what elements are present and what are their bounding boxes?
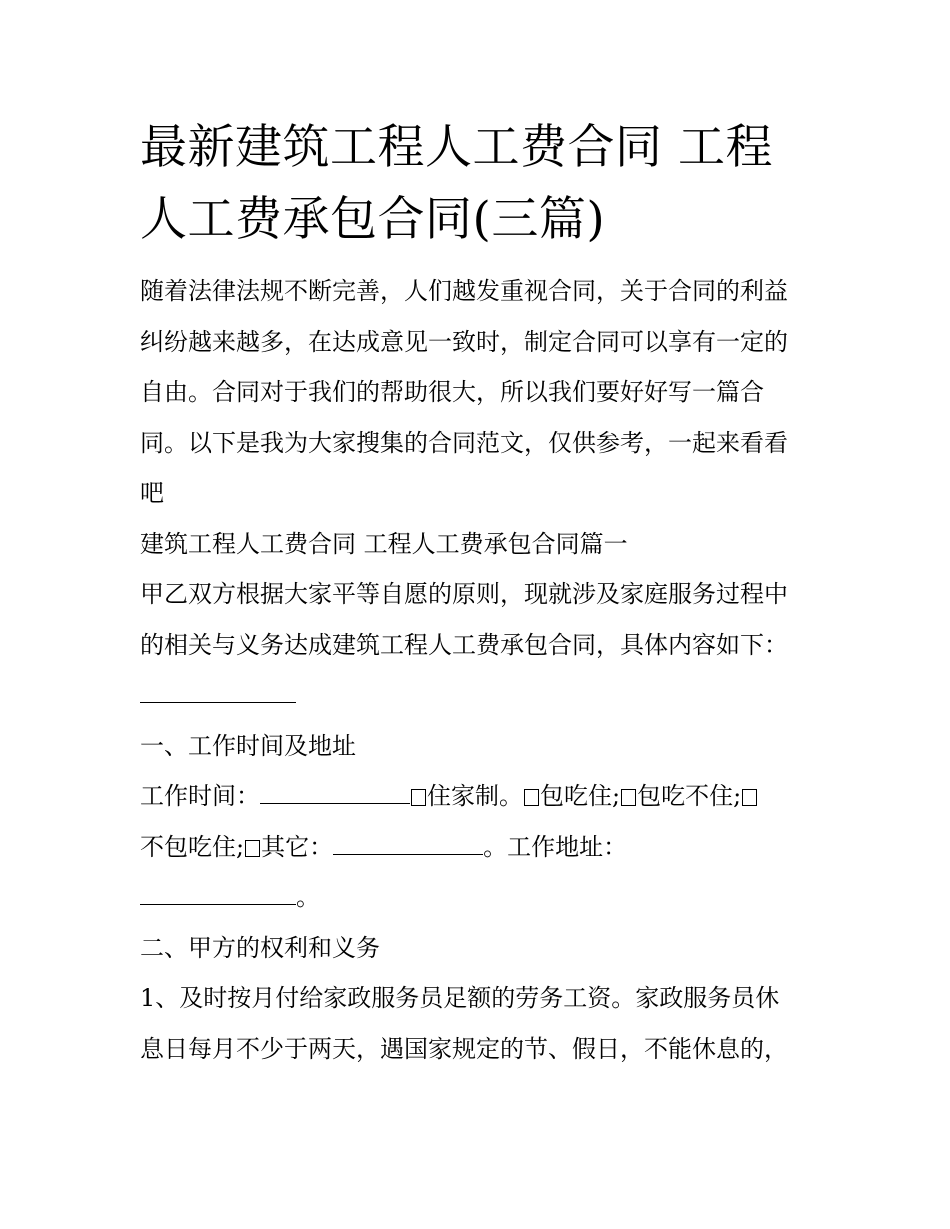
document-title [140,112,815,256]
document-page [140,112,815,1074]
clause-1-heading: 一、工作时间及地址 [140,731,356,760]
option-live-in: 住家制。 [427,782,523,810]
checkbox-icon[interactable] [524,789,539,806]
work-time-blank[interactable] [260,802,410,804]
intro-line: 随着法律法规不断完善，人们越发重视合同，关于合同的利益 [140,277,788,305]
option-other: 其它： [261,832,334,861]
option-room-board: 包吃住; [540,782,621,810]
section-one [140,519,815,1075]
work-time-label: 工作时间： [140,782,260,810]
work-address-label: 。工作地址： [483,832,628,861]
intro-paragraph [140,266,815,519]
blank-line-row [140,670,815,721]
option-none: 不包吃住; [140,832,245,861]
option-board-only: 包吃不住; [637,782,742,810]
intro-line: 自由。合同对于我们的帮助很大，所以我们要好好写一篇合 [140,378,764,406]
intro-line: 吧 [140,479,164,507]
address-blank[interactable] [140,903,296,905]
title-line-2: 人工费承包合同(三篇) [140,192,606,247]
checkbox-icon[interactable] [621,789,636,806]
fill-in-blank[interactable] [140,701,296,703]
clause-2-item-line: 息日每月不少于两天，遇国家规定的节、假日，不能休息的， [140,1034,788,1063]
options-row [140,822,815,873]
clause-2-item-line: 1、及时按月付给家政服务员足额的劳务工资。家政服务员休 [140,984,780,1012]
clause-2-heading: 二、甲方的权利和义务 [140,933,380,962]
agreement-line: 甲乙双方根据大家平等自愿的原则，现就涉及家庭服务过程中 [140,580,788,608]
checkbox-icon[interactable] [742,789,757,806]
title-line-1: 最新建筑工程人工费合同 工程 [140,120,773,175]
address-end: 。 [296,883,320,911]
checkbox-icon[interactable] [245,840,260,857]
section-heading: 建筑工程人工费合同 工程人工费承包合同篇一 [140,529,628,558]
checkbox-icon[interactable] [411,789,426,806]
other-blank[interactable] [333,853,483,855]
intro-line: 纠纷越来越多，在达成意见一致时，制定合同可以享有一定的 [140,327,788,356]
agreement-line: 的相关与义务达成建筑工程人工费承包合同，具体内容如下： [140,630,788,659]
work-time-row [140,771,815,822]
address-row [140,872,815,923]
intro-line: 同。以下是我为大家搜集的合同范文，仅供参考，一起来看看 [140,428,788,457]
